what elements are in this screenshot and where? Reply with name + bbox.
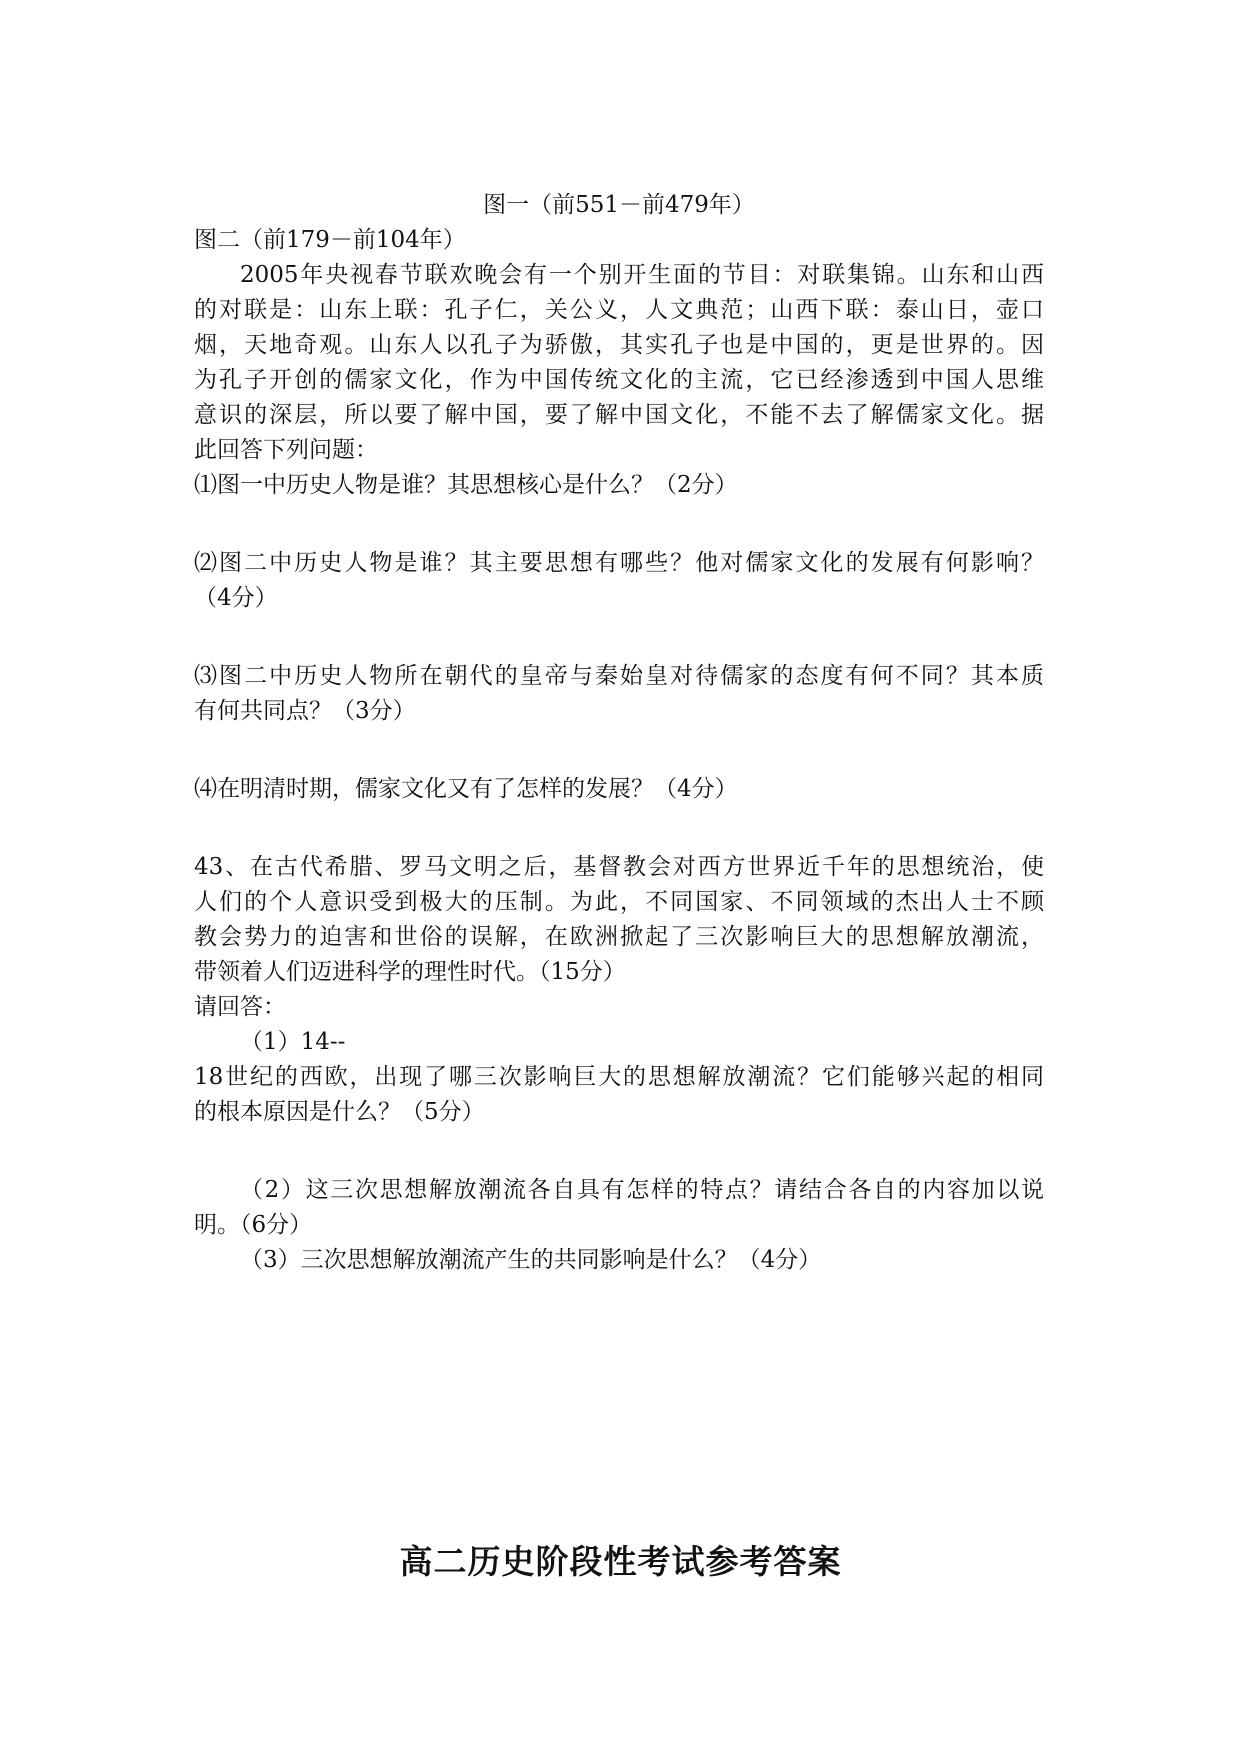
figure1-caption: 图一（前551－前479年） bbox=[483, 192, 755, 218]
q43-text-line: 带领着人们迈进科学的理性时代。（15分） bbox=[194, 959, 626, 985]
q43-prompt: 请回答： bbox=[194, 994, 286, 1020]
q42-sub3-line1: ⑶图二中历史人物所在朝代的皇帝与秦始皇对待儒家的态度有何不同？其本质 bbox=[194, 663, 1044, 689]
q43-sub2-line2: 明。（6分） bbox=[194, 1212, 313, 1238]
q43-text-line: 43、在古代希腊、罗马文明之后，基督教会对西方世界近千年的思想统治，使 bbox=[194, 854, 1044, 880]
q42-sub2-line2: （4分） bbox=[194, 585, 278, 611]
q43-sub2-line1: （2）这三次思想解放潮流各自具有怎样的特点？请结合各自的内容加以说 bbox=[240, 1177, 1044, 1203]
q42-text-line: 此回答下列问题： bbox=[194, 437, 378, 463]
q43-sub1-line1: （1）14-- bbox=[240, 1029, 346, 1055]
q42-sub1: ⑴图一中历史人物是谁？其思想核心是什么？（2分） bbox=[194, 472, 738, 498]
q42-text-line: 意识的深层，所以要了解中国，要了解中国文化，不能不去了解儒家文化。据 bbox=[194, 402, 1044, 428]
q43-text-line: 人们的个人意识受到极大的压制。为此，不同国家、不同领域的杰出人士不顾 bbox=[194, 889, 1044, 915]
q43-sub3: （3）三次思想解放潮流产生的共同影响是什么？（4分） bbox=[240, 1247, 822, 1273]
q43-sub1-line3: 的根本原因是什么？（5分） bbox=[194, 1099, 485, 1125]
q43-sub1-line2: 18世纪的西欧，出现了哪三次影响巨大的思想解放潮流？它们能够兴起的相同 bbox=[194, 1064, 1044, 1090]
q42-sub3-line2: 有何共同点？（3分） bbox=[194, 698, 416, 724]
q42-text-line: 为孔子开创的儒家文化，作为中国传统文化的主流，它已经渗透到中国人思维 bbox=[194, 367, 1044, 393]
figure2-caption: 图二（前179－前104年） bbox=[194, 227, 466, 253]
q42-text-line: 的对联是：山东上联：孔子仁，关公义，人文典范；山西下联：泰山日，壶口 bbox=[194, 297, 1044, 323]
q42-sub4: ⑷在明清时期，儒家文化又有了怎样的发展？（4分） bbox=[194, 776, 738, 802]
q42-text-line: 烟，天地奇观。山东人以孔子为骄傲，其实孔子也是中国的，更是世界的。因 bbox=[194, 332, 1044, 358]
answer-section-title: 高二历史阶段性考试参考答案 bbox=[399, 1542, 842, 1581]
q42-text-line: 2005年央视春节联欢晚会有一个别开生面的节目：对联集锦。山东和山西 bbox=[240, 262, 1044, 288]
question-block bbox=[194, 188, 1044, 1278]
q42-sub2-line1: ⑵图二中历史人物是谁？其主要思想有哪些？他对儒家文化的发展有何影响？ bbox=[194, 550, 1044, 576]
q43-text-line: 教会势力的迫害和世俗的误解，在欧洲掀起了三次影响巨大的思想解放潮流， bbox=[194, 924, 1044, 950]
